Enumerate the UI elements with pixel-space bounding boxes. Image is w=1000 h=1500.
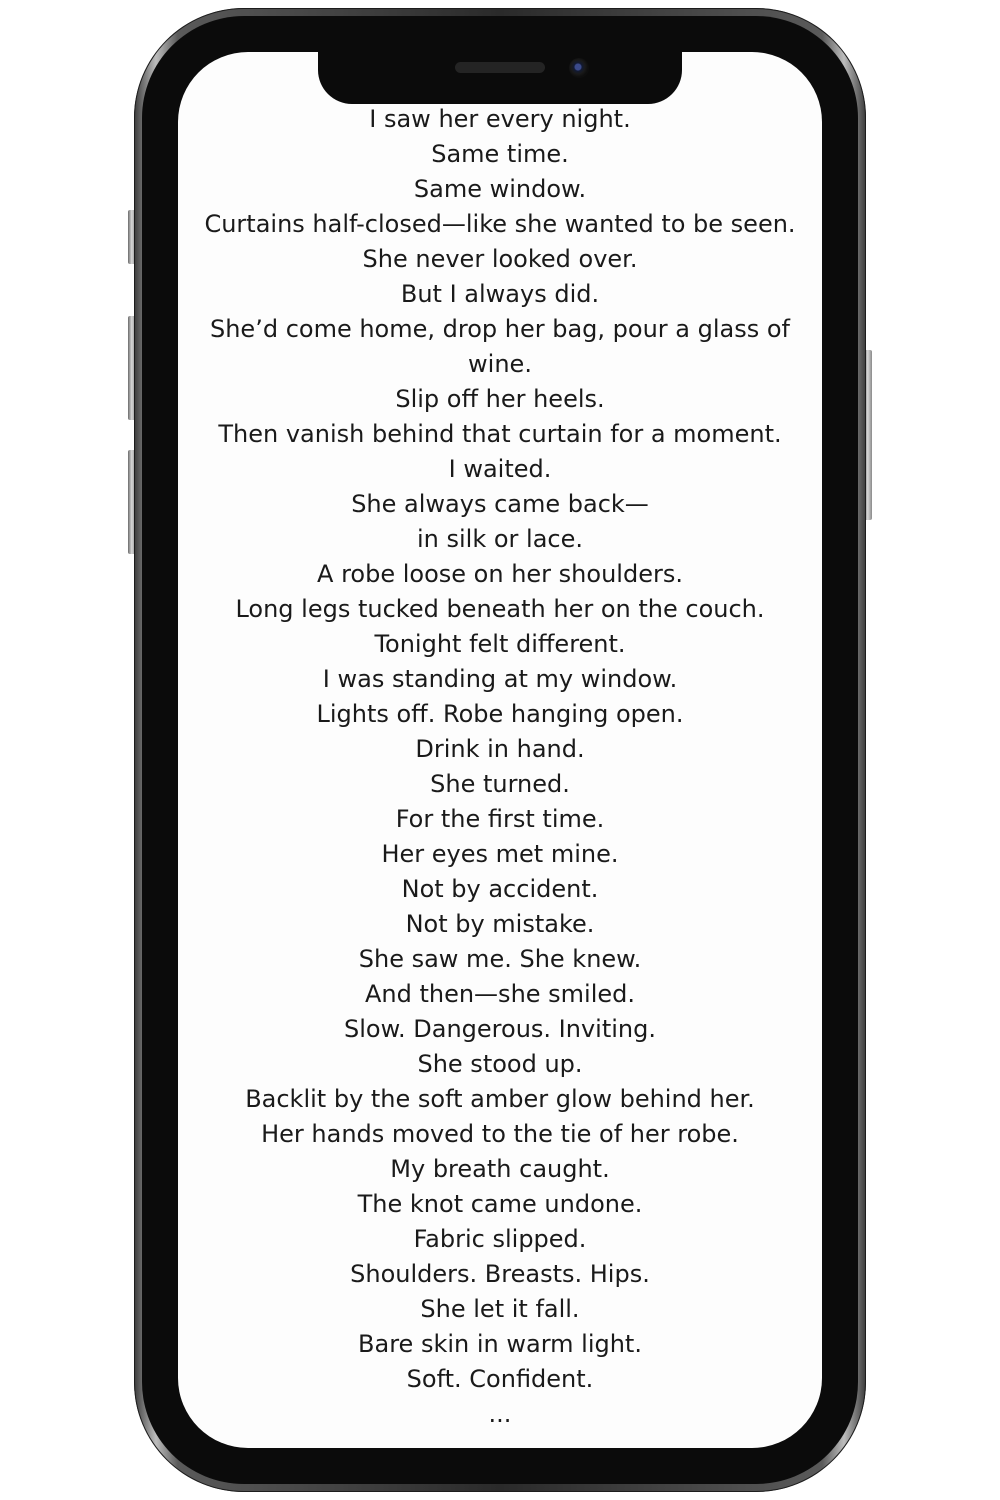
story-line: I was standing at my window. [322, 665, 678, 693]
story-line: She saw me. She knew. [358, 945, 642, 973]
story-line: Tonight felt different. [374, 630, 626, 658]
story-line: Then vanish behind that curtain for a moment. [218, 420, 782, 448]
story-line: My breath caught. [390, 1155, 610, 1183]
story-line: A robe loose on her shoulders. [317, 560, 683, 588]
story-line: She stood up. [417, 1050, 583, 1078]
story-text [178, 102, 822, 1432]
story-line: For the first time. [395, 805, 605, 833]
story-line: in silk or lace. [416, 525, 584, 553]
story-line: Fabric slipped. [413, 1225, 587, 1253]
story-line: Not by mistake. [405, 910, 595, 938]
story-line: Long legs tucked beneath her on the couch. [235, 595, 765, 623]
story-line: Curtains half-closed—like she wanted to be seen. [204, 210, 796, 238]
phone-notch [318, 46, 682, 104]
story-line: She’d come home, drop her bag, pour a glass of wine. [209, 315, 791, 378]
story-line: Shoulders. Breasts. Hips. [350, 1260, 650, 1288]
story-line: Bare skin in warm light. [358, 1330, 642, 1358]
story-line: Her eyes met mine. [381, 840, 619, 868]
story-line: I waited. [448, 455, 552, 483]
story-line: Lights off. Robe hanging open. [316, 700, 684, 728]
story-line: She always came back— [351, 490, 649, 518]
story-line: And then—she smiled. [364, 980, 636, 1008]
story-line: Slow. Dangerous. Inviting. [344, 1015, 656, 1043]
story-line: Her hands moved to the tie of her robe. [261, 1120, 739, 1148]
story-line: Same window. [413, 175, 587, 203]
story-ellipsis: ... [488, 1400, 512, 1428]
story-line: Not by accident. [401, 875, 599, 903]
story-line: The knot came undone. [357, 1190, 643, 1218]
front-camera-icon [569, 58, 589, 78]
story-line: She let it fall. [420, 1295, 580, 1323]
story-line: Soft. Confident. [406, 1365, 594, 1393]
story-line: I saw her every night. [369, 105, 631, 133]
story-line: Slip off her heels. [395, 385, 605, 413]
story-line: Backlit by the soft amber glow behind her. [245, 1085, 755, 1113]
story-line: But I always did. [400, 280, 600, 308]
story-line: She turned. [430, 770, 570, 798]
story-line: Same time. [431, 140, 569, 168]
story-line: Drink in hand. [415, 735, 585, 763]
speaker-grille [455, 62, 545, 73]
story-line: She never looked over. [362, 245, 638, 273]
